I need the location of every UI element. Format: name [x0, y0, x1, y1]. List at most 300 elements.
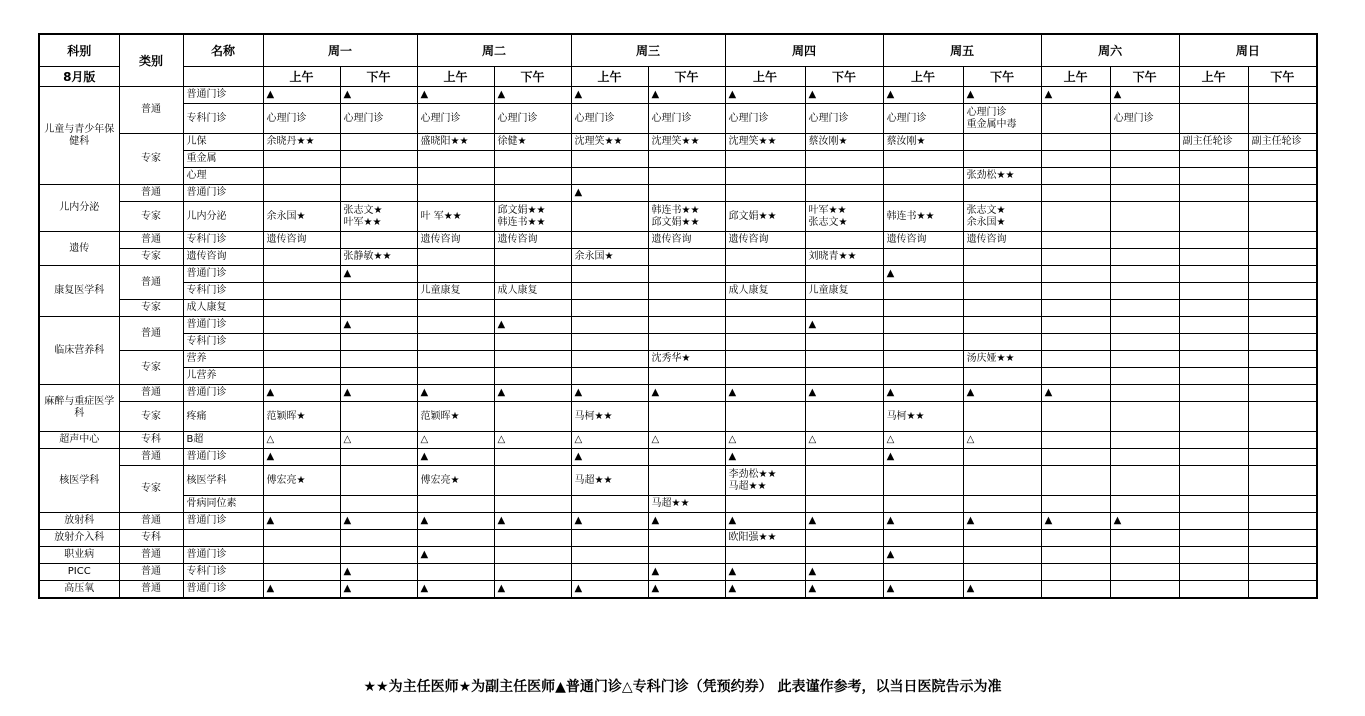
table-row: [39, 104, 1317, 134]
header-row-ampm: [39, 67, 1317, 87]
schedule-cell: 心理门诊: [805, 104, 883, 134]
schedule-cell: 成人康复: [725, 283, 805, 300]
dept-cell: 放射介入科: [39, 530, 119, 547]
schedule-cell: [805, 266, 883, 283]
schedule-cell: 心理门诊: [1110, 104, 1179, 134]
schedule-cell: 韩连书★★ 邱文娟★★: [648, 202, 725, 232]
schedule-cell: [963, 266, 1041, 283]
schedule-cell: [263, 283, 340, 300]
schedule-cell: [1041, 168, 1110, 185]
schedule-cell: [1041, 334, 1110, 351]
schedule-cell: 副主任轮诊: [1248, 134, 1317, 151]
schedule-cell: [417, 351, 494, 368]
schedule-cell: [340, 134, 417, 151]
schedule-cell: [648, 249, 725, 266]
schedule-cell: [725, 351, 805, 368]
schedule-cell: ▲: [340, 564, 417, 581]
schedule-cell: [571, 564, 648, 581]
schedule-cell: ▲: [571, 185, 648, 202]
schedule-cell: [263, 185, 340, 202]
schedule-cell: [494, 466, 571, 496]
schedule-cell: [1041, 249, 1110, 266]
schedule-cell: [1041, 104, 1110, 134]
schedule-cell: 遗传咨询: [963, 232, 1041, 249]
schedule-cell: 张志文★ 叶军★★: [340, 202, 417, 232]
clinic-name-cell: 普通门诊: [183, 185, 263, 202]
clinic-name-cell: [183, 530, 263, 547]
table-row: [39, 300, 1317, 317]
clinic-name-cell: 普通门诊: [183, 581, 263, 598]
schedule-cell: [725, 300, 805, 317]
header-row-days: [39, 34, 1317, 67]
schedule-cell: [1179, 168, 1248, 185]
schedule-cell: [340, 530, 417, 547]
schedule-cell: 心理门诊: [883, 104, 963, 134]
schedule-cell: △: [263, 432, 340, 449]
schedule-cell: [648, 530, 725, 547]
schedule-cell: [883, 466, 963, 496]
clinic-name-cell: 疼痛: [183, 402, 263, 432]
schedule-cell: [725, 496, 805, 513]
table-row: [39, 496, 1317, 513]
table-row: [39, 283, 1317, 300]
schedule-cell: △: [883, 432, 963, 449]
schedule-cell: ▲: [1041, 385, 1110, 402]
schedule-cell: [648, 449, 725, 466]
schedule-cell: [1179, 202, 1248, 232]
table-row: [39, 168, 1317, 185]
schedule-cell: [725, 249, 805, 266]
schedule-cell: [805, 466, 883, 496]
type-cell: 普通: [119, 564, 183, 581]
schedule-cell: [340, 351, 417, 368]
clinic-name-cell: 普通门诊: [183, 266, 263, 283]
schedule-cell: [1248, 151, 1317, 168]
schedule-cell: ▲: [340, 513, 417, 530]
schedule-cell: 心理门诊: [417, 104, 494, 134]
day-header: 周一: [263, 34, 417, 67]
schedule-cell: ▲: [340, 266, 417, 283]
schedule-cell: 张志文★ 余永国★: [963, 202, 1041, 232]
pm-header: 下午: [340, 67, 417, 87]
schedule-cell: 傅宏亮★: [263, 466, 340, 496]
schedule-cell: [963, 496, 1041, 513]
schedule-cell: ▲: [571, 513, 648, 530]
schedule-cell: ▲: [883, 266, 963, 283]
am-header: 上午: [263, 67, 340, 87]
schedule-cell: [417, 368, 494, 385]
schedule-cell: [1110, 385, 1179, 402]
schedule-cell: [805, 232, 883, 249]
schedule-cell: 心理门诊: [340, 104, 417, 134]
clinic-name-cell: 专科门诊: [183, 283, 263, 300]
schedule-cell: [1110, 232, 1179, 249]
table-row: [39, 185, 1317, 202]
schedule-cell: [340, 547, 417, 564]
schedule-cell: 心理门诊: [571, 104, 648, 134]
schedule-cell: 马柯★★: [571, 402, 648, 432]
schedule-cell: 余永国★: [571, 249, 648, 266]
schedule-cell: ▲: [263, 385, 340, 402]
schedule-cell: [1179, 547, 1248, 564]
schedule-cell: [494, 334, 571, 351]
schedule-cell: [494, 351, 571, 368]
pm-header: 下午: [1110, 67, 1179, 87]
type-cell: 普通: [119, 185, 183, 202]
schedule-cell: [571, 530, 648, 547]
schedule-cell: [1179, 249, 1248, 266]
schedule-cell: ▲: [725, 581, 805, 598]
dept-header: 科别: [39, 34, 119, 67]
schedule-cell: [340, 334, 417, 351]
pm-header: 下午: [805, 67, 883, 87]
schedule-cell: [963, 368, 1041, 385]
schedule-cell: [1179, 334, 1248, 351]
dept-cell: 麻醉与重症医学科: [39, 385, 119, 432]
schedule-cell: [805, 368, 883, 385]
schedule-cell: [1041, 368, 1110, 385]
schedule-cell: [1248, 496, 1317, 513]
schedule-cell: [494, 266, 571, 283]
schedule-cell: [494, 249, 571, 266]
clinic-name-cell: 儿保: [183, 134, 263, 151]
schedule-cell: [1110, 266, 1179, 283]
am-header: 上午: [1179, 67, 1248, 87]
schedule-cell: [263, 300, 340, 317]
schedule-cell: [883, 151, 963, 168]
schedule-cell: ▲: [340, 87, 417, 104]
table-row: [39, 134, 1317, 151]
schedule-cell: ▲: [725, 87, 805, 104]
schedule-cell: ▲: [648, 87, 725, 104]
table-row: [39, 402, 1317, 432]
schedule-cell: ▲: [883, 547, 963, 564]
schedule-cell: [340, 185, 417, 202]
schedule-cell: [963, 283, 1041, 300]
schedule-cell: [805, 547, 883, 564]
schedule-cell: ▲: [1110, 87, 1179, 104]
schedule-cell: [1248, 104, 1317, 134]
schedule-cell: 遗传咨询: [417, 232, 494, 249]
schedule-cell: [1179, 283, 1248, 300]
schedule-cell: ▲: [1041, 513, 1110, 530]
schedule-cell: [1179, 351, 1248, 368]
schedule-cell: ▲: [963, 87, 1041, 104]
schedule-cell: [494, 564, 571, 581]
schedule-cell: ▲: [805, 87, 883, 104]
schedule-cell: [725, 547, 805, 564]
schedule-cell: ▲: [417, 581, 494, 598]
schedule-cell: △: [725, 432, 805, 449]
type-cell: 普通: [119, 581, 183, 598]
day-header: 周六: [1041, 34, 1179, 67]
schedule-cell: ▲: [494, 317, 571, 334]
schedule-cell: [963, 547, 1041, 564]
clinic-name-cell: 普通门诊: [183, 547, 263, 564]
schedule-cell: 副主任轮诊: [1179, 134, 1248, 151]
pm-header: 下午: [648, 67, 725, 87]
schedule-cell: 邱文娟★★: [725, 202, 805, 232]
schedule-cell: [340, 232, 417, 249]
schedule-cell: [1179, 581, 1248, 598]
schedule-cell: [1179, 317, 1248, 334]
schedule-cell: [883, 168, 963, 185]
schedule-cell: ▲: [571, 385, 648, 402]
schedule-cell: [1179, 266, 1248, 283]
schedule-cell: [340, 449, 417, 466]
schedule-cell: [1179, 368, 1248, 385]
schedule-cell: [1041, 466, 1110, 496]
schedule-cell: [1041, 151, 1110, 168]
clinic-name-cell: 重金属: [183, 151, 263, 168]
schedule-cell: [883, 368, 963, 385]
schedule-cell: 余永国★: [263, 202, 340, 232]
schedule-cell: [1248, 368, 1317, 385]
schedule-cell: [1179, 87, 1248, 104]
schedule-cell: [1248, 547, 1317, 564]
clinic-name-cell: 成人康复: [183, 300, 263, 317]
schedule-cell: ▲: [805, 581, 883, 598]
schedule-cell: [1179, 466, 1248, 496]
schedule-cell: 汤庆娅★★: [963, 351, 1041, 368]
schedule-cell: 沈理笑★★: [725, 134, 805, 151]
schedule-cell: 韩连书★★: [883, 202, 963, 232]
schedule-cell: [805, 402, 883, 432]
schedule-cell: △: [648, 432, 725, 449]
schedule-cell: [417, 168, 494, 185]
pm-header: 下午: [1248, 67, 1317, 87]
table-row: [39, 466, 1317, 496]
table-row: [39, 249, 1317, 266]
schedule-cell: 遗传咨询: [725, 232, 805, 249]
schedule-cell: ▲: [805, 513, 883, 530]
schedule-cell: ▲: [648, 385, 725, 402]
schedule-cell: ▲: [571, 449, 648, 466]
schedule-cell: [963, 530, 1041, 547]
schedule-cell: [883, 317, 963, 334]
schedule-cell: 马超★★: [571, 466, 648, 496]
schedule-cell: ▲: [883, 581, 963, 598]
table-row: [39, 151, 1317, 168]
schedule-cell: [725, 266, 805, 283]
schedule-cell: [263, 368, 340, 385]
schedule-cell: [417, 530, 494, 547]
schedule-cell: [725, 334, 805, 351]
schedule-cell: [1248, 432, 1317, 449]
schedule-cell: ▲: [340, 581, 417, 598]
schedule-cell: [805, 496, 883, 513]
schedule-cell: [1041, 266, 1110, 283]
table-row: [39, 547, 1317, 564]
schedule-cell: [494, 168, 571, 185]
day-header: 周四: [725, 34, 883, 67]
type-cell: 普通: [119, 547, 183, 564]
schedule-cell: ▲: [494, 581, 571, 598]
type-cell: 专家: [119, 466, 183, 513]
schedule-cell: [1110, 581, 1179, 598]
schedule-cell: ▲: [963, 581, 1041, 598]
type-cell: 专家: [119, 402, 183, 432]
schedule-cell: [1179, 564, 1248, 581]
schedule-cell: [1110, 564, 1179, 581]
schedule-cell: [805, 185, 883, 202]
schedule-cell: 遗传咨询: [494, 232, 571, 249]
table-row: [39, 581, 1317, 598]
clinic-name-cell: 专科门诊: [183, 334, 263, 351]
schedule-cell: [1041, 530, 1110, 547]
schedule-cell: 张劲松★★: [963, 168, 1041, 185]
schedule-cell: 遗传咨询: [263, 232, 340, 249]
schedule-cell: [725, 185, 805, 202]
schedule-cell: ▲: [494, 87, 571, 104]
schedule-cell: [1041, 185, 1110, 202]
schedule-cell: [571, 202, 648, 232]
clinic-name-cell: 心理: [183, 168, 263, 185]
schedule-cell: [340, 496, 417, 513]
schedule-cell: [725, 402, 805, 432]
type-cell: 普通: [119, 266, 183, 300]
schedule-cell: [1248, 266, 1317, 283]
schedule-cell: [963, 466, 1041, 496]
pm-header: 下午: [494, 67, 571, 87]
day-header: 周二: [417, 34, 571, 67]
schedule-cell: [417, 564, 494, 581]
schedule-cell: [494, 496, 571, 513]
schedule-cell: [1248, 402, 1317, 432]
schedule-cell: 蔡汝刚★: [805, 134, 883, 151]
type-cell: 普通: [119, 385, 183, 402]
schedule-cell: [1110, 134, 1179, 151]
schedule-cell: [1248, 564, 1317, 581]
schedule-cell: [1110, 317, 1179, 334]
type-cell: 专家: [119, 351, 183, 385]
schedule-cell: [417, 300, 494, 317]
schedule-cell: [1041, 547, 1110, 564]
schedule-cell: [1041, 432, 1110, 449]
schedule-cell: [1248, 185, 1317, 202]
dept-cell: 儿内分泌: [39, 185, 119, 232]
am-header: 上午: [1041, 67, 1110, 87]
schedule-cell: [1248, 168, 1317, 185]
type-cell: 专家: [119, 249, 183, 266]
schedule-cell: △: [571, 432, 648, 449]
schedule-cell: [648, 168, 725, 185]
schedule-cell: ▲: [417, 87, 494, 104]
schedule-cell: ▲: [263, 513, 340, 530]
schedule-cell: [1248, 317, 1317, 334]
schedule-body: [39, 87, 1317, 598]
schedule-cell: [263, 351, 340, 368]
clinic-name-cell: 遗传咨询: [183, 249, 263, 266]
dept-cell: PICC: [39, 564, 119, 581]
schedule-cell: ▲: [1041, 87, 1110, 104]
schedule-cell: ▲: [725, 564, 805, 581]
schedule-cell: [963, 334, 1041, 351]
schedule-cell: 欧阳强★★: [725, 530, 805, 547]
schedule-cell: ▲: [1110, 513, 1179, 530]
schedule-cell: [340, 402, 417, 432]
schedule-cell: ▲: [725, 385, 805, 402]
schedule-cell: [883, 530, 963, 547]
schedule-cell: [263, 564, 340, 581]
schedule-cell: [883, 300, 963, 317]
schedule-cell: [648, 283, 725, 300]
am-header: 上午: [725, 67, 805, 87]
schedule-cell: [494, 402, 571, 432]
schedule-cell: ▲: [883, 87, 963, 104]
schedule-cell: [963, 151, 1041, 168]
schedule-cell: [1110, 185, 1179, 202]
schedule-cell: [263, 334, 340, 351]
schedule-cell: [883, 334, 963, 351]
schedule-cell: [963, 449, 1041, 466]
table-row: [39, 317, 1317, 334]
schedule-cell: 范颖晖★: [417, 402, 494, 432]
schedule-cell: [1110, 202, 1179, 232]
schedule-cell: [263, 547, 340, 564]
schedule-cell: [1041, 402, 1110, 432]
schedule-cell: [963, 300, 1041, 317]
clinic-name-cell: 普通门诊: [183, 87, 263, 104]
schedule-cell: [263, 317, 340, 334]
dept-cell: 高压氧: [39, 581, 119, 598]
schedule-cell: [1110, 249, 1179, 266]
schedule-cell: ▲: [805, 564, 883, 581]
schedule-cell: ▲: [263, 581, 340, 598]
schedule-cell: [1041, 317, 1110, 334]
schedule-cell: [417, 185, 494, 202]
schedule-cell: [1110, 283, 1179, 300]
type-cell: 专科: [119, 432, 183, 449]
schedule-cell: [883, 564, 963, 581]
schedule-cell: [1041, 564, 1110, 581]
type-cell: 专家: [119, 134, 183, 185]
schedule-cell: [648, 151, 725, 168]
schedule-cell: [883, 249, 963, 266]
schedule-cell: [1179, 449, 1248, 466]
schedule-cell: [263, 168, 340, 185]
schedule-cell: [963, 564, 1041, 581]
schedule-cell: 心理门诊: [725, 104, 805, 134]
schedule-cell: [1179, 402, 1248, 432]
schedule-cell: [1248, 87, 1317, 104]
schedule-cell: [340, 466, 417, 496]
schedule-cell: 叶 军★★: [417, 202, 494, 232]
type-cell: 专科: [119, 530, 183, 547]
day-header: 周五: [883, 34, 1041, 67]
schedule-cell: [1248, 513, 1317, 530]
schedule-cell: [1179, 104, 1248, 134]
schedule-cell: [1041, 581, 1110, 598]
schedule-cell: 心理门诊: [494, 104, 571, 134]
schedule-cell: [963, 134, 1041, 151]
schedule-cell: [805, 151, 883, 168]
schedule-cell: [1179, 496, 1248, 513]
schedule-cell: [1041, 283, 1110, 300]
clinic-name-cell: 专科门诊: [183, 104, 263, 134]
schedule-cell: [648, 547, 725, 564]
dept-cell: 儿童与青少年保健科: [39, 87, 119, 185]
schedule-cell: ▲: [883, 449, 963, 466]
schedule-cell: ▲: [963, 385, 1041, 402]
schedule-cell: [417, 249, 494, 266]
schedule-cell: 叶军★★ 张志文★: [805, 202, 883, 232]
name-header-blank: [183, 67, 263, 87]
schedule-cell: [805, 334, 883, 351]
schedule-cell: [1110, 530, 1179, 547]
legend-note: ★★为主任医师★为副主任医师▲普通门诊△专科门诊（凭预约券） 此表谨作参考，以当日医院告示为准: [363, 679, 1002, 695]
schedule-cell: ▲: [417, 547, 494, 564]
